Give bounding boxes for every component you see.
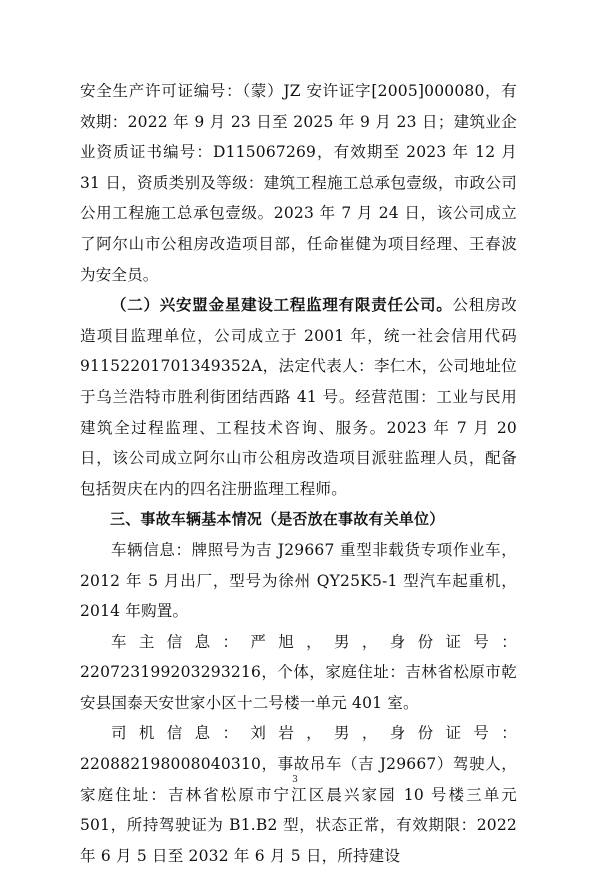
section-heading-vehicle: 三、事故车辆基本情况（是否放在事故有关单位） — [110, 510, 445, 529]
paragraph-license-info: 安全生产许可证编号：（蒙）JZ 安许证字[2005]000080，有效期：2022 年 9 月 23 日至 2025 年 9 月 23 日；建筑业企业资质证书编号：D115067269，有效期至 2023 年 12 月 31 日，资质类别及等级：建筑工程施工总承包壹级，市政公司公用工程施工总承包壹级。2023 年 7 月 24 日，该公司成立了阿尔山市公租房改造项目部，任命崔健为项目经理、王春波为安全员。 — [80, 82, 517, 284]
paragraph-driver-info: 司机信息：刘岩，男，身份证号：220882198008040310，事故吊车（吉 J29667）驾驶人，家庭住址：吉林省松原市宁江区晨兴家园 10 号楼三单元 501，所持驾驶证为 B1.B2 型，状态正常，有效期限：2022 年 6 月 5 日至 2032 年 6 月 5 日，所持建设 — [80, 724, 517, 865]
document-body — [80, 76, 517, 871]
supervision-company-details: 公租房改造项目监理单位，公司成立于 2001 年，统一社会信用代码 91152201701349352A，法定代表人：李仁木，公司地址位于乌兰浩特市胜利街团结西路 41 号。经营范围：工业与民用建筑全过程监理、工程技术咨询、服务。2023 年 7 月 20 日，该公司成立阿尔山市公租房改造项目派驻监理人员，配备包括贺庆在内的四名注册监理工程师。 — [80, 296, 518, 498]
page-number: 3 — [292, 775, 298, 785]
paragraph-supervision-company — [80, 290, 517, 504]
paragraph-vehicle-info: 车辆信息：牌照号为吉 J29667 重型非载货专项作业车，2012 年 5 月出厂，型号为徐州 QY25K5-1 型汽车起重机，2014 年购置。 — [80, 540, 517, 621]
paragraph-owner-info: 车主信息：严旭，男，身份证号：220723199203293216，个体，家庭住址：吉林省松原市乾安县国泰天安世家小区十二号楼一单元 401 室。 — [80, 632, 517, 712]
section-subheading-supervision: （二）兴安盟金星建设工程监理有限责任公司。 — [111, 295, 453, 315]
